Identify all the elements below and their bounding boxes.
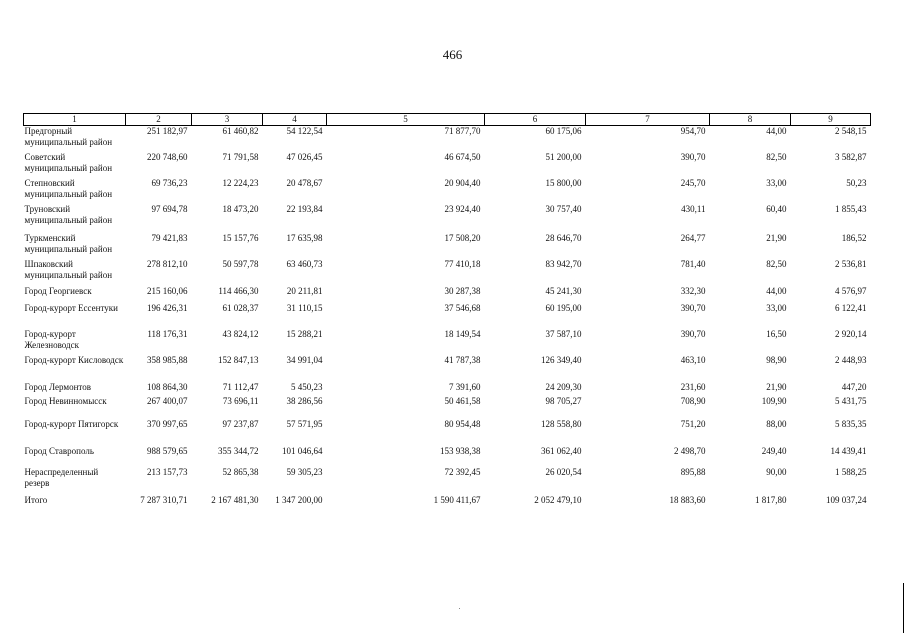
table-cell: 390,70 (680, 328, 706, 339)
table-cell: 708,90 (680, 395, 706, 406)
table-row (24, 303, 871, 329)
table-cell: 26 020,54 (545, 466, 582, 477)
table-cell: 3 582,87 (835, 151, 867, 162)
table-row (24, 396, 871, 419)
table-cell: 37 587,10 (545, 328, 582, 339)
row-label: Степновский муниципальный район (24, 177, 113, 199)
table-cell: 463,10 (680, 354, 706, 365)
table-cell: 358 985,88 (147, 354, 188, 365)
table-cell: 20 904,40 (444, 177, 481, 188)
table-cell: 7 287 310,71 (140, 494, 188, 505)
table-row (24, 355, 871, 382)
row-label: Город Невинномысск (24, 395, 107, 406)
budget-table (23, 113, 871, 515)
table-cell: 20 478,67 (286, 177, 323, 188)
table-cell: 251 182,97 (147, 126, 188, 136)
table-cell: 43 824,12 (222, 328, 259, 339)
table-cell: 215 160,06 (147, 285, 188, 296)
table-cell: 69 736,23 (151, 177, 188, 188)
table-cell: 249,40 (761, 445, 787, 456)
table-cell: 12 224,23 (222, 177, 259, 188)
table-cell: 109 037,24 (826, 494, 867, 505)
row-label: Предгорный муниципальный район (24, 126, 113, 147)
table-cell: 1 590 411,67 (433, 494, 481, 505)
table-cell: 60,40 (766, 203, 787, 214)
table-cell: 5 431,75 (835, 395, 867, 406)
row-label: Город Георгиевск (24, 285, 92, 296)
table-cell: 16,50 (766, 328, 787, 339)
header-row (24, 114, 871, 126)
table-row (24, 286, 871, 303)
table-cell: 1 347 200,00 (275, 494, 323, 505)
table-cell: 61 028,37 (222, 302, 259, 313)
column-header: 8 (710, 114, 791, 126)
table-row (24, 329, 871, 355)
row-label: Город Лермонтов (24, 381, 91, 392)
table-row (24, 495, 871, 515)
table-cell: 152 847,13 (218, 354, 259, 365)
table-row (24, 382, 871, 396)
row-label: Нераспределенный резерв (24, 466, 99, 488)
table-cell: 98,90 (766, 354, 787, 365)
table-cell: 108 864,30 (147, 381, 188, 392)
table-cell: 54 122,54 (286, 126, 323, 136)
column-header: 4 (263, 114, 327, 126)
table-cell: 15 157,76 (222, 232, 259, 243)
table-cell: 781,40 (680, 258, 706, 269)
row-label: Город-курорт Пятигорск (24, 418, 119, 429)
table-row (24, 259, 871, 286)
row-label: Город-курорт Кисловодск (24, 354, 124, 365)
table-cell: 988 579,65 (147, 445, 188, 456)
table-cell: 128 558,80 (541, 418, 582, 429)
table-cell: 63 460,73 (286, 258, 323, 269)
table-cell: 21,90 (766, 381, 787, 392)
table-cell: 41 787,38 (444, 354, 481, 365)
table-cell: 73 696,11 (222, 395, 259, 406)
table-cell: 196 426,31 (147, 302, 188, 313)
column-header: 6 (485, 114, 586, 126)
table-cell: 2 448,93 (835, 354, 867, 365)
table-cell: 118 176,31 (147, 328, 188, 339)
table-cell: 82,50 (766, 258, 787, 269)
row-label: Город Ставрополь (24, 445, 94, 456)
column-header: 5 (327, 114, 485, 126)
table-cell: 1 855,43 (835, 203, 867, 214)
table-cell: 33,00 (766, 302, 787, 313)
table-cell: 18 883,60 (669, 494, 706, 505)
table-cell: 101 046,64 (282, 445, 323, 456)
table-row (24, 233, 871, 259)
table-cell: 18 473,20 (222, 203, 259, 214)
table-cell: 82,50 (766, 151, 787, 162)
table-cell: 17 635,98 (286, 232, 323, 243)
column-header: 2 (126, 114, 192, 126)
column-header: 9 (791, 114, 871, 126)
table-cell: 18 149,54 (444, 328, 481, 339)
table-cell: 361 062,40 (541, 445, 582, 456)
page-number: 466 (442, 47, 463, 62)
table-cell: 46 674,50 (444, 151, 481, 162)
table-cell: 278 812,10 (147, 258, 188, 269)
table-cell: 24 209,30 (545, 381, 582, 392)
table-cell: 220 748,60 (147, 151, 188, 162)
table-cell: 30 757,40 (545, 203, 582, 214)
table-cell: 38 286,56 (286, 395, 323, 406)
table-cell: 7 391,60 (449, 381, 481, 392)
table-cell: 52 865,38 (222, 466, 259, 477)
table-cell: 1 588,25 (835, 466, 867, 477)
table-cell: 37 546,68 (444, 302, 481, 313)
table-cell: 71 877,70 (444, 126, 481, 136)
row-label: Город-курорт Ессентуки (24, 302, 118, 313)
column-header: 3 (192, 114, 263, 126)
table-cell: 21,90 (766, 232, 787, 243)
scan-speck (459, 608, 460, 609)
table-cell: 14 439,41 (830, 445, 867, 456)
row-label: Шпаковский муниципальный район (24, 258, 113, 280)
table-cell: 5 450,23 (291, 381, 323, 392)
table-cell: 2 548,15 (835, 126, 867, 136)
table-cell: 50,23 (846, 177, 867, 188)
table-cell: 44,00 (766, 285, 787, 296)
table-cell: 79 421,83 (151, 232, 188, 243)
table-cell: 186,52 (841, 232, 867, 243)
column-header: 7 (586, 114, 710, 126)
table-cell: 153 938,38 (440, 445, 481, 456)
table-cell: 213 157,73 (147, 466, 188, 477)
table-cell: 30 287,38 (444, 285, 481, 296)
table-cell: 231,60 (680, 381, 706, 392)
table-cell: 15 288,21 (286, 328, 323, 339)
table-cell: 126 349,40 (541, 354, 582, 365)
table-cell: 355 344,72 (218, 445, 259, 456)
table-cell: 751,20 (680, 418, 706, 429)
table-cell: 77 410,18 (444, 258, 481, 269)
table-row (24, 152, 871, 178)
table-cell: 2 536,81 (835, 258, 867, 269)
table-cell: 88,00 (766, 418, 787, 429)
row-label: Город-курорт Железноводск (24, 328, 79, 350)
table-cell: 97 237,87 (222, 418, 259, 429)
table-cell: 71 791,58 (222, 151, 259, 162)
table-row (24, 178, 871, 204)
table-cell: 33,00 (766, 177, 787, 188)
table-cell: 447,20 (841, 381, 867, 392)
table-cell: 80 954,48 (444, 418, 481, 429)
table-cell: 390,70 (680, 151, 706, 162)
column-header: 1 (24, 114, 126, 126)
table-cell: 895,88 (680, 466, 706, 477)
table-cell: 98 705,27 (545, 395, 582, 406)
table-cell: 2 920,14 (835, 328, 867, 339)
table-cell: 44,00 (766, 126, 787, 136)
table-cell: 28 646,70 (545, 232, 582, 243)
table-cell: 23 924,40 (444, 203, 481, 214)
table-cell: 264,77 (680, 232, 706, 243)
table-cell: 22 193,84 (286, 203, 323, 214)
table-cell: 109,90 (761, 395, 787, 406)
table-cell: 332,30 (680, 285, 706, 296)
table-cell: 59 305,23 (286, 466, 323, 477)
table-row (24, 446, 871, 467)
table-cell: 5 835,35 (835, 418, 867, 429)
table-cell: 2 498,70 (674, 445, 706, 456)
table-cell: 71 112,47 (222, 381, 259, 392)
table-cell: 245,70 (680, 177, 706, 188)
table-cell: 2 052 479,10 (534, 494, 582, 505)
table-cell: 20 211,81 (286, 285, 323, 296)
table-cell: 954,70 (680, 126, 706, 136)
table-cell: 430,11 (681, 203, 706, 214)
table-cell: 47 026,45 (286, 151, 323, 162)
table-cell: 114 466,30 (218, 285, 259, 296)
table-cell: 51 200,00 (545, 151, 582, 162)
table-cell: 60 195,00 (545, 302, 582, 313)
table-cell: 90,00 (766, 466, 787, 477)
table-cell: 31 110,15 (286, 302, 323, 313)
table-cell: 6 122,41 (835, 302, 867, 313)
table-cell: 72 392,45 (444, 466, 481, 477)
table-cell: 60 175,06 (545, 126, 582, 136)
table-cell: 267 400,07 (147, 395, 188, 406)
scan-edge-line (903, 583, 904, 633)
table-row (24, 126, 871, 152)
row-label: Советский муниципальный район (24, 151, 113, 173)
table-cell: 97 694,78 (151, 203, 188, 214)
table-cell: 45 241,30 (545, 285, 582, 296)
table-cell: 50 461,58 (444, 395, 481, 406)
row-label: Итого (24, 494, 48, 505)
table-cell: 390,70 (680, 302, 706, 313)
row-label: Труновский муниципальный район (24, 203, 113, 225)
table-cell: 17 508,20 (444, 232, 481, 243)
table-cell: 2 167 481,30 (211, 494, 259, 505)
table-cell: 57 571,95 (286, 418, 323, 429)
table-cell: 15 800,00 (545, 177, 582, 188)
table-row (24, 204, 871, 233)
table-cell: 370 997,65 (147, 418, 188, 429)
row-label: Туркменский муниципальный район (24, 232, 113, 254)
table-cell: 83 942,70 (545, 258, 582, 269)
table-cell: 4 576,97 (835, 285, 867, 296)
table-cell: 61 460,82 (222, 126, 259, 136)
table-cell: 50 597,78 (222, 258, 259, 269)
table-row (24, 419, 871, 446)
table-cell: 1 817,80 (755, 494, 787, 505)
table-row (24, 467, 871, 495)
table-cell: 34 991,04 (286, 354, 323, 365)
